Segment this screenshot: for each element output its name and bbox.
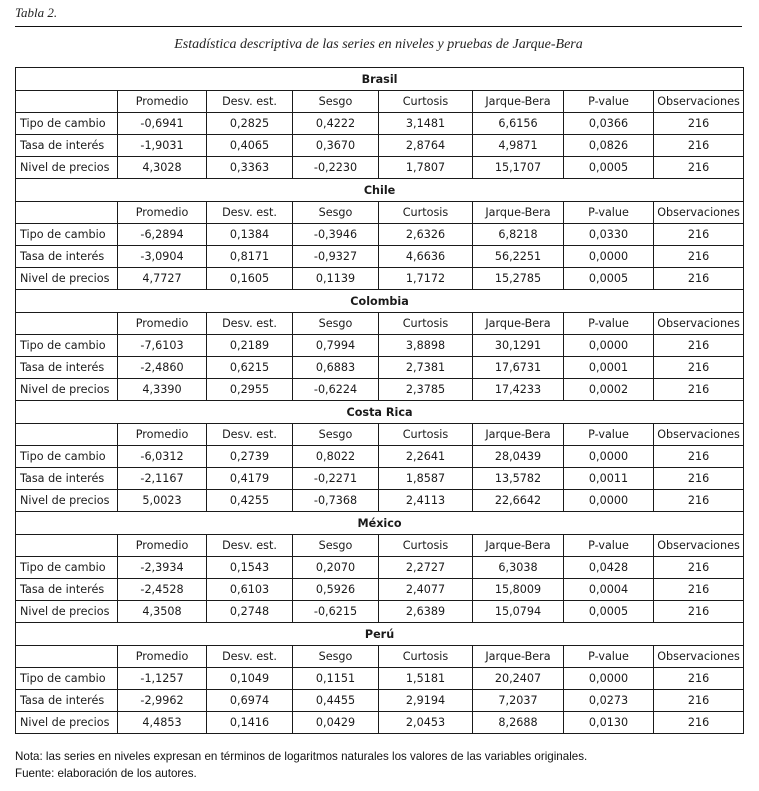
table-row [16,668,744,690]
table-cell: -2,3934 [118,557,207,579]
table-cell: 6,3038 [473,557,564,579]
country-header-row [16,290,744,313]
table-cell: 4,3508 [118,601,207,623]
table-cell: 0,0000 [564,446,654,468]
table-cell: 4,6636 [379,246,473,268]
table-cell: 0,2825 [207,113,293,135]
table-cell: -3,0904 [118,246,207,268]
column-header: Curtosis [379,91,473,113]
row-label: Nivel de precios [16,157,118,179]
table-cell: 0,6883 [293,357,379,379]
table-row [16,712,744,734]
table-cell: -0,2271 [293,468,379,490]
column-header: P-value [564,313,654,335]
column-header-row [16,313,744,335]
table-cell: 2,4113 [379,490,473,512]
table-cell: 0,0002 [564,379,654,401]
column-header: Promedio [118,646,207,668]
table-cell: 0,1384 [207,224,293,246]
table-cell: 2,9194 [379,690,473,712]
note-text: Nota: las series en niveles expresan en términos de logaritmos naturales los valores de las variables originales. [15,750,588,763]
table-cell: 0,2070 [293,557,379,579]
table-cell: -0,6215 [293,601,379,623]
table-cell: 0,2739 [207,446,293,468]
table-cell: 2,7381 [379,357,473,379]
descriptive-statistics-table [15,67,744,734]
table-cell: 2,3785 [379,379,473,401]
country-header-row [16,623,744,646]
table-row [16,224,744,246]
column-header: Desv. est. [207,646,293,668]
table-cell: 0,0000 [564,668,654,690]
table-body [16,68,744,734]
country-name: Costa Rica [16,401,744,424]
column-header: Curtosis [379,424,473,446]
country-name: Chile [16,179,744,202]
table-cell: 2,4077 [379,579,473,601]
column-header: Desv. est. [207,424,293,446]
table-cell: 216 [654,557,744,579]
table-cell: -2,9962 [118,690,207,712]
table-cell: 20,2407 [473,668,564,690]
row-label: Tipo de cambio [16,335,118,357]
column-header [16,202,118,224]
country-name: Brasil [16,68,744,91]
table-cell: 0,2748 [207,601,293,623]
source-text: Fuente: elaboración de los autores. [15,767,197,780]
table-cell: -2,1167 [118,468,207,490]
table-cell: 216 [654,579,744,601]
table-cell: 0,0130 [564,712,654,734]
column-header [16,424,118,446]
table-row [16,335,744,357]
table-cell: 0,0005 [564,601,654,623]
table-cell: 3,8898 [379,335,473,357]
table-row [16,268,744,290]
table-row [16,468,744,490]
table-cell: 28,0439 [473,446,564,468]
table-cell: 1,8587 [379,468,473,490]
column-header: P-value [564,202,654,224]
row-label: Tipo de cambio [16,446,118,468]
table-cell: 0,2189 [207,335,293,357]
column-header: Jarque-Bera [473,424,564,446]
table-cell: 0,1416 [207,712,293,734]
row-label: Nivel de precios [16,712,118,734]
table-cell: 2,6326 [379,224,473,246]
country-name: México [16,512,744,535]
table-cell: 216 [654,224,744,246]
column-header: Curtosis [379,535,473,557]
column-header: Desv. est. [207,535,293,557]
column-header: Observaciones [654,202,744,224]
table-cell: 0,6103 [207,579,293,601]
table-cell: 15,8009 [473,579,564,601]
table-cell: 30,1291 [473,335,564,357]
column-header: P-value [564,91,654,113]
table-cell: 6,8218 [473,224,564,246]
country-header-row [16,401,744,424]
column-header: Jarque-Bera [473,313,564,335]
table-cell: 8,2688 [473,712,564,734]
table-caption: Estadística descriptiva de las series en niveles y pruebas de Jarque-Bera [174,37,583,52]
table-cell: -2,4528 [118,579,207,601]
column-header: Promedio [118,313,207,335]
column-header: Sesgo [293,313,379,335]
table-number-label: Tabla 2. [15,5,58,20]
column-header: Promedio [118,424,207,446]
table-cell: 0,3363 [207,157,293,179]
table-cell: 0,0011 [564,468,654,490]
table-cell: 6,6156 [473,113,564,135]
table-cell: 7,2037 [473,690,564,712]
column-header: Curtosis [379,313,473,335]
table-cell: 0,0366 [564,113,654,135]
column-header: Jarque-Bera [473,646,564,668]
table-cell: -0,7368 [293,490,379,512]
column-header: Observaciones [654,91,744,113]
table-cell: 0,6215 [207,357,293,379]
table-cell: -7,6103 [118,335,207,357]
table-cell: -0,9327 [293,246,379,268]
table-cell: 216 [654,357,744,379]
table-cell: 0,0004 [564,579,654,601]
table-cell: -0,6224 [293,379,379,401]
table-cell: 0,8171 [207,246,293,268]
table-cell: 216 [654,468,744,490]
row-label: Tasa de interés [16,579,118,601]
column-header-row [16,646,744,668]
column-header: Promedio [118,91,207,113]
table-cell: 0,4065 [207,135,293,157]
column-header: Sesgo [293,202,379,224]
table-cell: 0,1543 [207,557,293,579]
table-cell: 216 [654,668,744,690]
row-label: Tasa de interés [16,468,118,490]
table-row [16,135,744,157]
table-cell: 216 [654,601,744,623]
table-cell: 17,4233 [473,379,564,401]
column-header: Sesgo [293,535,379,557]
row-label: Tipo de cambio [16,557,118,579]
table-cell: -6,0312 [118,446,207,468]
table-cell: 0,1151 [293,668,379,690]
table-row [16,357,744,379]
table-row [16,113,744,135]
row-label: Tasa de interés [16,690,118,712]
row-label: Tipo de cambio [16,113,118,135]
table-notes [15,748,587,782]
row-label: Nivel de precios [16,268,118,290]
column-header-row [16,535,744,557]
table-cell: 0,4222 [293,113,379,135]
table-cell: 0,7994 [293,335,379,357]
table-cell: 216 [654,113,744,135]
column-header: Observaciones [654,646,744,668]
column-header-row [16,202,744,224]
column-header: Observaciones [654,313,744,335]
row-label: Tasa de interés [16,246,118,268]
column-header: Sesgo [293,646,379,668]
column-header [16,91,118,113]
table-cell: 0,0330 [564,224,654,246]
table-cell: 4,7727 [118,268,207,290]
table-cell: 15,2785 [473,268,564,290]
country-name: Perú [16,623,744,646]
table-cell: 0,5926 [293,579,379,601]
table-cell: 0,4179 [207,468,293,490]
column-header: Desv. est. [207,91,293,113]
table-cell: 0,0000 [564,335,654,357]
column-header: Curtosis [379,646,473,668]
column-header: Observaciones [654,424,744,446]
table-cell: 0,0000 [564,490,654,512]
table-cell: 4,3028 [118,157,207,179]
table-cell: 56,2251 [473,246,564,268]
column-header-row [16,91,744,113]
table-cell: 2,8764 [379,135,473,157]
table-row [16,446,744,468]
table-cell: 5,0023 [118,490,207,512]
table-cell: 216 [654,490,744,512]
table-cell: 3,1481 [379,113,473,135]
row-label: Tipo de cambio [16,668,118,690]
table-cell: 2,2727 [379,557,473,579]
row-label: Nivel de precios [16,601,118,623]
country-header-row [16,68,744,91]
table-cell: 0,0001 [564,357,654,379]
table-cell: -0,6941 [118,113,207,135]
column-header-row [16,424,744,446]
table-cell: 0,0005 [564,157,654,179]
table-row [16,490,744,512]
top-rule-divider [15,26,742,27]
column-header: Jarque-Bera [473,535,564,557]
column-header: P-value [564,535,654,557]
table-cell: 0,1049 [207,668,293,690]
table-cell: 0,0826 [564,135,654,157]
table-cell: 17,6731 [473,357,564,379]
column-header [16,313,118,335]
table-cell: 4,3390 [118,379,207,401]
table-cell: -0,2230 [293,157,379,179]
row-label: Tasa de interés [16,135,118,157]
table-cell: 0,1139 [293,268,379,290]
table-cell: 216 [654,135,744,157]
table-row [16,157,744,179]
column-header [16,646,118,668]
table-cell: 216 [654,268,744,290]
table-cell: 2,2641 [379,446,473,468]
table-cell: 1,7172 [379,268,473,290]
table-cell: -6,2894 [118,224,207,246]
table-cell: -0,3946 [293,224,379,246]
country-header-row [16,179,744,202]
table-cell: 13,5782 [473,468,564,490]
column-header: P-value [564,424,654,446]
table-row [16,690,744,712]
table-cell: 0,1605 [207,268,293,290]
table-cell: 4,9871 [473,135,564,157]
row-label: Nivel de precios [16,379,118,401]
column-header: Jarque-Bera [473,202,564,224]
table-cell: 0,0429 [293,712,379,734]
table-cell: 216 [654,446,744,468]
column-header: Desv. est. [207,202,293,224]
table-cell: 2,6389 [379,601,473,623]
table-cell: -1,1257 [118,668,207,690]
table-cell: 1,5181 [379,668,473,690]
table-cell: 0,0000 [564,246,654,268]
table-cell: 15,0794 [473,601,564,623]
table-cell: 0,8022 [293,446,379,468]
table-cell: 4,4853 [118,712,207,734]
table-cell: 216 [654,335,744,357]
table-cell: -1,9031 [118,135,207,157]
column-header: Promedio [118,202,207,224]
column-header: Sesgo [293,91,379,113]
table-cell: -2,4860 [118,357,207,379]
table-cell: 0,4455 [293,690,379,712]
table-cell: 0,4255 [207,490,293,512]
table-cell: 0,0428 [564,557,654,579]
table-cell: 15,1707 [473,157,564,179]
column-header: Curtosis [379,202,473,224]
column-header: Promedio [118,535,207,557]
column-header: Sesgo [293,424,379,446]
table-row [16,579,744,601]
table-row [16,557,744,579]
table-cell: 216 [654,157,744,179]
table-cell: 216 [654,379,744,401]
country-header-row [16,512,744,535]
table-cell: 2,0453 [379,712,473,734]
table-cell: 0,2955 [207,379,293,401]
table-row [16,246,744,268]
table-cell: 0,3670 [293,135,379,157]
table-cell: 216 [654,246,744,268]
column-header: Desv. est. [207,313,293,335]
column-header: Jarque-Bera [473,91,564,113]
column-header: Observaciones [654,535,744,557]
table-cell: 0,6974 [207,690,293,712]
table-cell: 0,0005 [564,268,654,290]
table-cell: 216 [654,712,744,734]
row-label: Tipo de cambio [16,224,118,246]
table-row [16,379,744,401]
table-row [16,601,744,623]
country-name: Colombia [16,290,744,313]
table-cell: 216 [654,690,744,712]
row-label: Tasa de interés [16,357,118,379]
table-cell: 0,0273 [564,690,654,712]
row-label: Nivel de precios [16,490,118,512]
column-header [16,535,118,557]
table-cell: 22,6642 [473,490,564,512]
column-header: P-value [564,646,654,668]
table-cell: 1,7807 [379,157,473,179]
